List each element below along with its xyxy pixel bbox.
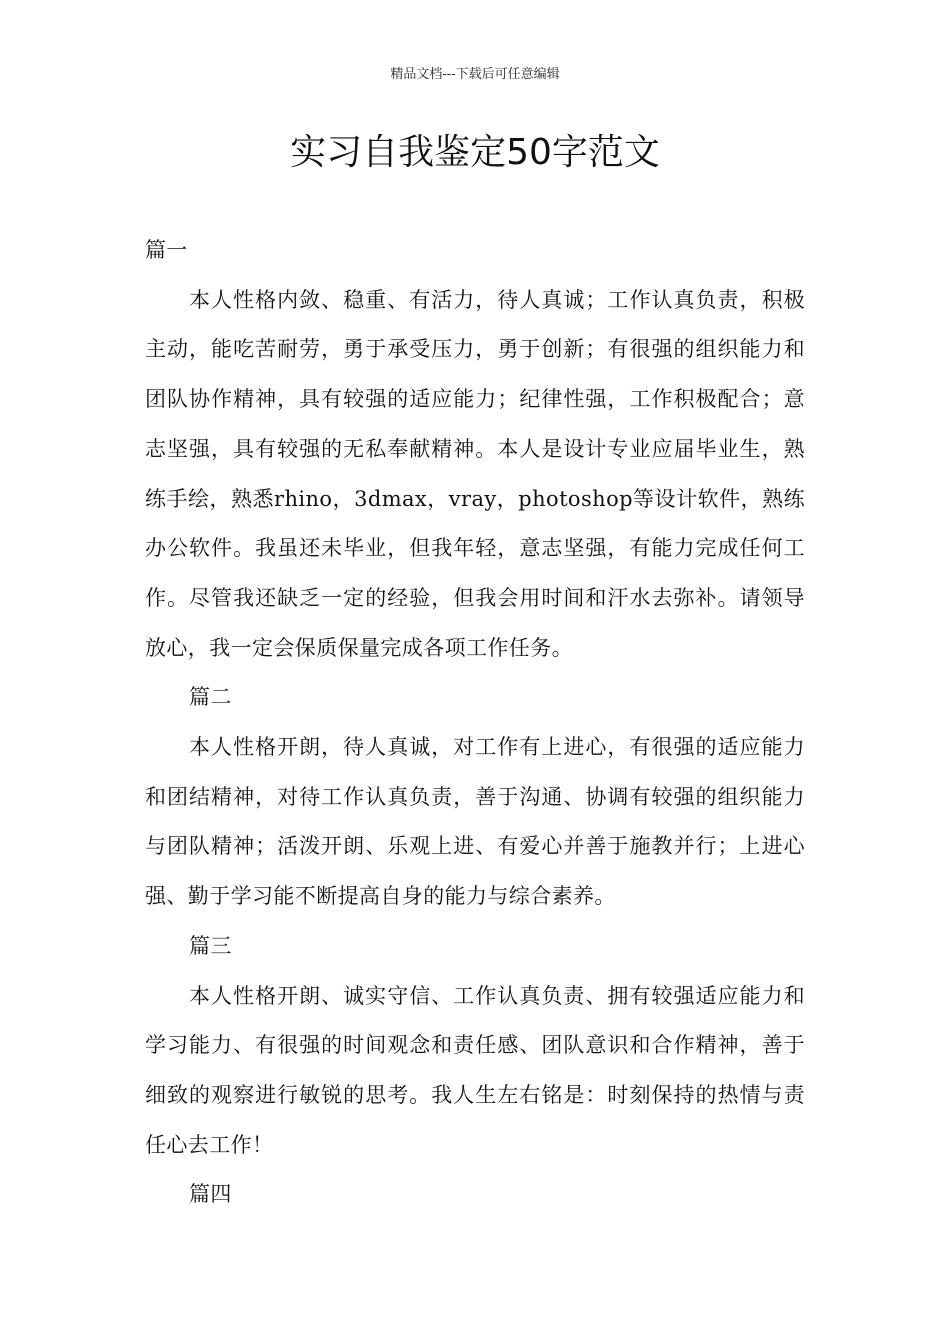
section-paragraph-2: 本人性格开朗，待人真诚，对工作有上进心，有很强的适应能力和团结精神，对待工作认真负责，善于沟通、协调有较强的组织能力与团队精神；活泼开朗、乐观上进、有爱心并善于施教并行；上进心强、勤于学习能不断提高自身的能力与综合素养。 [145,735,805,909]
document-body [145,226,805,1220]
section-heading-4: 篇四 [189,1182,232,1207]
document-title: 实习自我鉴定50字范文 [290,132,660,173]
page-header: 精品文档---下载后可任意编辑 [390,67,560,82]
section-heading-3: 篇三 [189,933,232,958]
section-paragraph-3: 本人性格开朗、诚实守信、工作认真负责、拥有较强适应能力和学习能力、有很强的时间观念和责任感、团队意识和合作精神，善于细致的观察进行敏锐的思考。我人生左右铭是：时刻保持的热情与责任心去工作！ [145,983,805,1157]
section-heading-1: 篇一 [145,238,188,262]
section-heading-2: 篇二 [189,685,232,710]
section-paragraph-1: 本人性格内敛、稳重、有活力，待人真诚；工作认真负责，积极主动，能吃苦耐劳，勇于承受压力，勇于创新；有很强的组织能力和团队协作精神，具有较强的适应能力；纪律性强，工作积极配合；意志坚强，具有较强的无私奉献精神。本人是设计专业应届毕业生，熟练手绘，熟悉rhino，3dmax，vray，photoshop等设计软件，熟练办公软件。我虽还未毕业，但我年轻，意志坚强，有能力完成任何工作。尽管我还缺乏一定的经验，但我会用时间和汗水去弥补。请领导放心，我一定会保质保量完成各项工作任务。 [145,287,805,660]
